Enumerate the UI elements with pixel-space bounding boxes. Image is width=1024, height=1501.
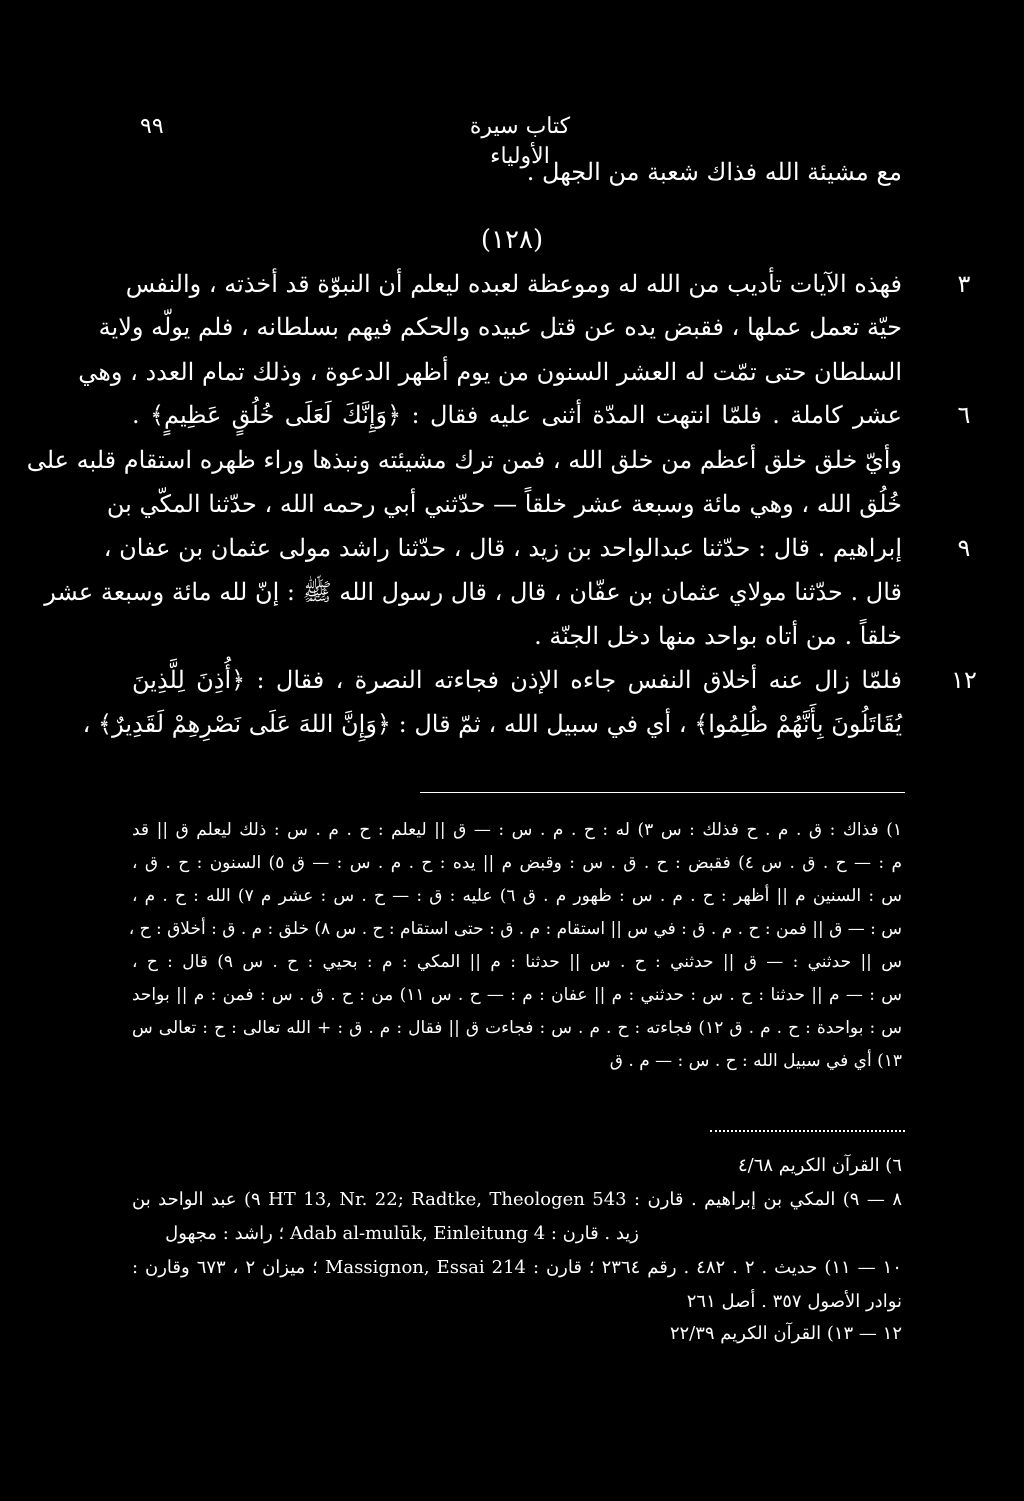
footnote-rule [710, 1130, 905, 1132]
text-line: حيّة تعمل عملها ، فقبض يده عن قتل عبيده والحكم فيهم بسلطانه ، فلم يولّه ولاية [98, 313, 902, 341]
footnote-line: نوادر الأصول ٣٥٧ . أصل ٢٦١ [686, 1291, 902, 1312]
line-number: ٦ [957, 401, 971, 429]
text-line: السلطان حتى تمّت له العشر السنون من يوم أظهر الدعوة ، وذلك تمام العدد ، وهي [78, 358, 902, 386]
apparatus-rule [420, 792, 905, 793]
text-line: وأيّ خلق خلق أعظم من خلق الله ، فمن ترك مشيئته ونبذها وراء ظهره استقام قلبه على [26, 446, 902, 474]
footnote-line: ٦) القرآن الكريم ٤/٦٨ [737, 1155, 902, 1176]
line-number: ٣ [957, 270, 971, 298]
apparatus-line: س || حدثني : — ق || حدثني : ح . س || حدثنا : م || المكي : م : بحيي : ح . س ٩) قال : ح ، [132, 952, 902, 972]
text-line: قال . حدّثنا مولاي عثمان بن عفّان ، قال ، قال رسول الله ﷺ : إنّ لله مائة وسبعة عشر [44, 578, 902, 606]
opening-line: مع مشيئة الله فذاك شعبة من الجهل . [526, 158, 902, 186]
page-number: ٩٩ [140, 114, 164, 139]
footnote-line: ٨ — ٩) المكي بن إبراهيم . قارن : HT 13, Nr. 22; Radtke, Theologen 543 ٩) عبد الواحد بن [132, 1189, 902, 1210]
footnote-line: ١٢ — ١٣) القرآن الكريم ٢٢/٣٩ [669, 1323, 902, 1344]
apparatus-line: ١) فذاك : ق . م . ح فذلك : س ٣) له : ح . م . س : — ق || ليعلم : ح . م . س : ذلك ليعلم ق || قد [132, 820, 902, 840]
apparatus-line: م : — ح . ق . س ٤) فقبض : ح . ق . س : وقبض م || يده : ح . م . س : — ق ٥) السنون : ح . ق ، [132, 853, 902, 873]
text-line: يُقَاتَلُونَ بِأَنَّهُمْ ظُلِمُوا﴾ ، أي في سبيل الله ، ثمّ قال : ﴿وَإِنَّ اللهَ عَلَى نَصْرِهِمْ لَقَدِيرٌ﴾ ، [82, 710, 902, 738]
text-line: فهذه الآيات تأديب من الله له وموعظة لعبده ليعلم أن النبوّة قد أخذته ، والنفس [125, 270, 902, 298]
line-number: ٩ [957, 534, 971, 562]
footnote-line: ١٠ — ١١) حديث . ٢ . ٤٨٢ . رقم ٢٣٦٤ ؛ قارن : Massignon, Essai 214 ؛ ميزان ٢ ، ٦٧٣ وقارن : [132, 1257, 902, 1278]
text-line: خُلُق الله ، وهي مائة وسبعة عشر خلقاً — حدّثني أبي رحمه الله ، حدّثنا المكّي بن [106, 490, 902, 518]
line-number: ١٢ [951, 666, 977, 694]
apparatus-line: س : — ق || فمن : ح . م . ق : في س || استقام : م . ق : حتى استقام : ح . س ٨) خلق : م . ق : أخلاق : ح ، [128, 919, 902, 939]
footnote-line: زيد . قارن : Adab al-mulūk, Einleitung 4 ؛ راشد : مجهول [165, 1223, 639, 1244]
apparatus-line: س : السنين م || أظهر : ح . م . س : ظهور م . ق ٦) عليه : ق : — ح . س : عشر م ٧) الله : ح . م ، [132, 886, 902, 906]
running-title: كتاب سيرة الأولياء [469, 114, 571, 169]
text-line: عشر كاملة . فلمّا انتهت المدّة أثنى عليه فقال : ﴿وَإِنَّكَ لَعَلَى خُلُقٍ عَظِيمٍ﴾ . [132, 401, 902, 429]
apparatus-line: س : بواحدة : ح . م . ق ١٢) فجاءته : ح . م . س : فجاءت ق || فقال : م . ق : + الله تعالى : ح : تعالى س [132, 1018, 903, 1038]
apparatus-line: س : — م || حدثنا : ح . س : حدثني : م || عفان : م : — ح . س ١١) من : ح . ق . س : فمن : م || بواحد [132, 985, 902, 1005]
text-line: فلمّا زال عنه أخلاق النفس جاءه الإذن فجاءته النصرة ، فقال : ﴿أُذِنَ لِلَّذِينَ [132, 666, 902, 694]
text-line: إبراهيم . قال : حدّثنا عبدالواحد بن زيد ، قال ، حدّثنا راشد مولى عثمان بن عفان ، [103, 534, 902, 562]
apparatus-line: ١٣) أي في سبيل الله : ح . س : — م . ق [609, 1051, 902, 1071]
section-number: (١٢٨) [480, 225, 544, 255]
text-line: خلقاً . من أتاه بواحد منها دخل الجنّة . [534, 622, 902, 650]
